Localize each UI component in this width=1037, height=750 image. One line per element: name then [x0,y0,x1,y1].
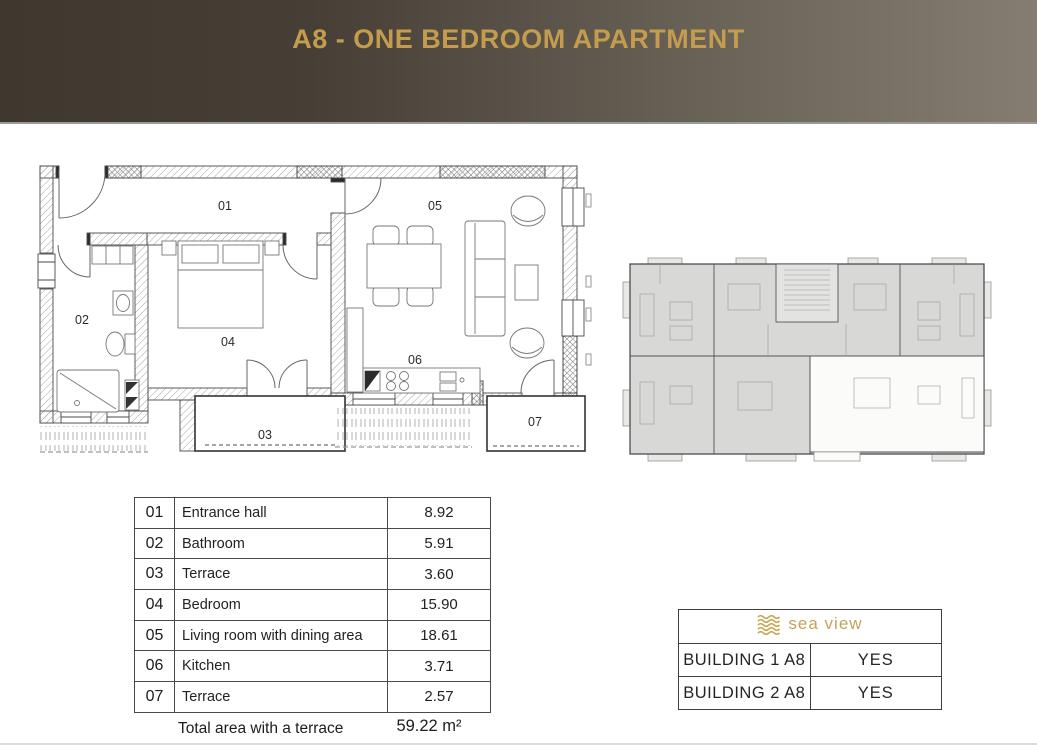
header-band [0,0,1037,124]
keyplan-highlight-a8 [810,356,984,452]
room-name: Terrace [175,682,388,713]
sea-view-row [679,644,942,677]
table-row [135,498,491,529]
room-name: Kitchen [175,651,388,682]
area-table [134,497,491,713]
room-area: 3.71 [388,651,491,682]
room-label-03: 03 [258,428,272,442]
room-name: Living room with dining area [175,620,388,651]
bathroom-fixtures [57,291,139,412]
room-name: Terrace [175,559,388,590]
room-label-01: 01 [218,199,232,213]
room-no: 05 [135,620,175,651]
sea-view-table [678,609,942,710]
building-label: BUILDING 2 A8 [679,677,811,710]
building-label: BUILDING 1 A8 [679,644,811,677]
keyplan-highlight-terrace [814,452,860,461]
kitchen-counter [347,308,480,393]
building-value: YES [810,677,942,710]
dining-table [367,226,441,306]
room-area: 2.57 [388,682,491,713]
room-area: 3.60 [388,559,491,590]
total-label: Total area with a terrace [178,720,344,737]
table-row [135,620,491,651]
page-title: A8 - ONE BEDROOM APARTMENT [292,24,745,54]
table-row [135,559,491,590]
table-row [135,590,491,621]
building-keyplan [618,254,996,466]
total-value: 59.22 m² [396,717,462,735]
sofa [465,221,505,336]
room-label-02: 02 [75,313,89,327]
bed [162,241,279,328]
room-no: 01 [135,498,175,529]
room-name: Bathroom [175,528,388,559]
building-value: YES [810,644,942,677]
room-area: 8.92 [388,498,491,529]
room-no: 02 [135,528,175,559]
room-label-06: 06 [408,353,422,367]
table-row [135,682,491,713]
sea-view-row [679,677,942,710]
room-area: 18.61 [388,620,491,651]
sea-view-title: sea view [788,614,863,633]
apartment-floorplan [35,158,605,463]
table-row [135,651,491,682]
terrace-03 [195,396,345,451]
room-area: 15.90 [388,590,491,621]
room-no: 06 [135,651,175,682]
room-label-05: 05 [428,199,442,213]
room-no: 03 [135,559,175,590]
room-name: Bedroom [175,590,388,621]
room-area: 5.91 [388,528,491,559]
room-no: 04 [135,590,175,621]
page-bottom-divider [0,743,1037,745]
room-name: Entrance hall [175,498,388,529]
sea-waves-icon [757,614,781,635]
table-row [135,528,491,559]
total-row [134,714,480,744]
room-label-07: 07 [528,415,542,429]
room-no: 07 [135,682,175,713]
sea-view-header-row [679,610,942,644]
entrance-wardrobe [92,246,133,264]
room-label-04: 04 [221,335,235,349]
coffee-table [515,265,538,300]
